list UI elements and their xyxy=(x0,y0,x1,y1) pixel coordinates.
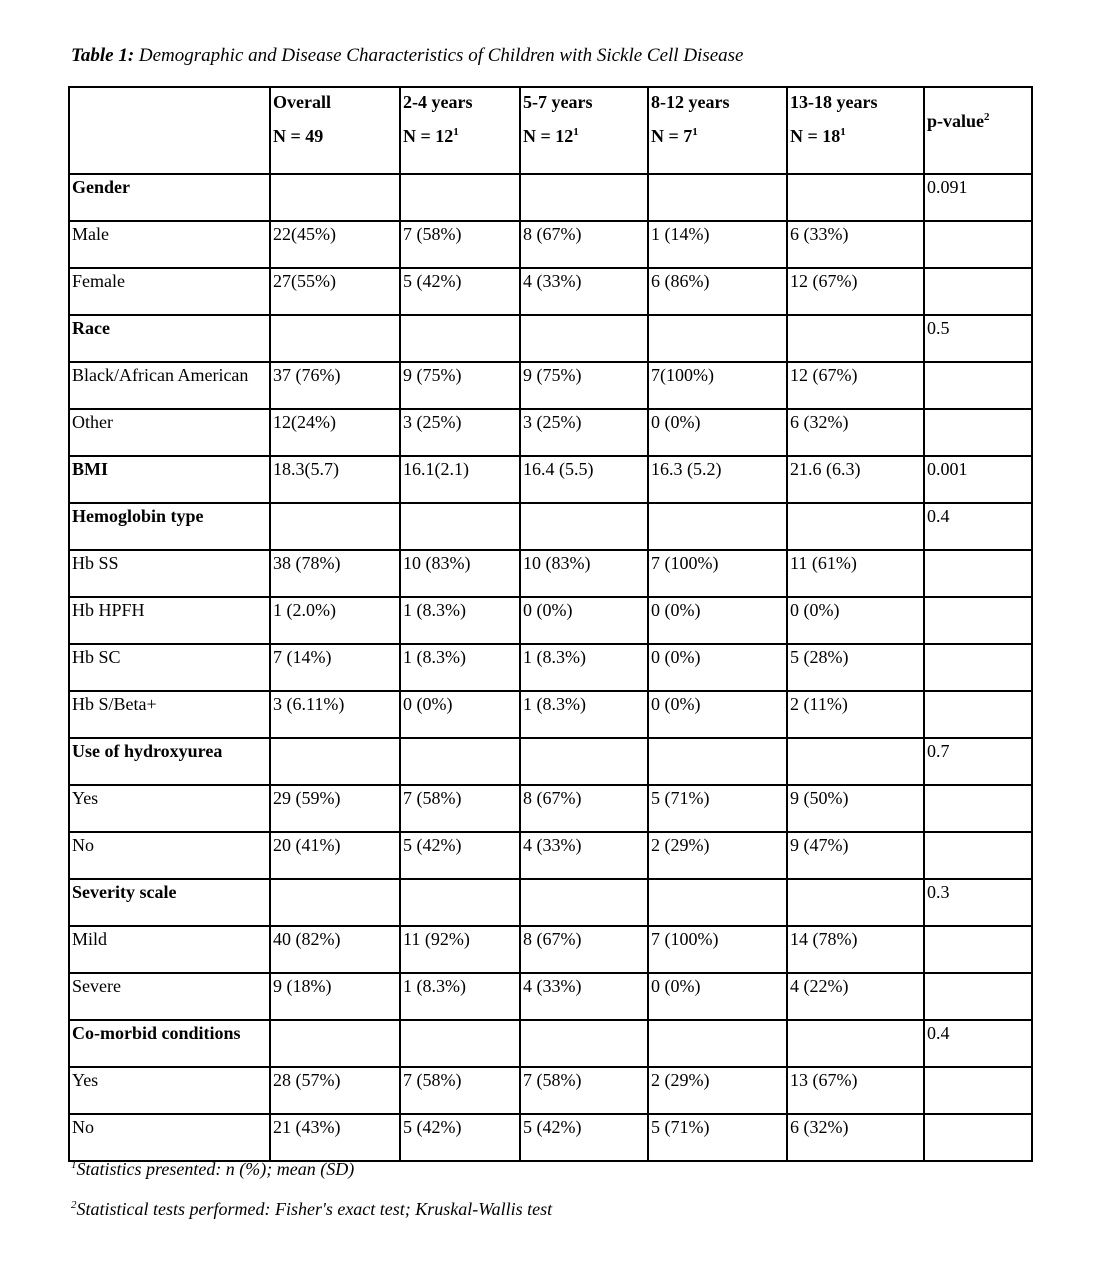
value-cell: 1 (8.3%) xyxy=(400,597,520,644)
pvalue-cell xyxy=(924,785,1032,832)
value-cell: 27(55%) xyxy=(270,268,400,315)
pvalue-cell xyxy=(924,597,1032,644)
table-row xyxy=(69,1020,1032,1067)
pvalue-cell xyxy=(924,1114,1032,1161)
value-cell: 18.3(5.7) xyxy=(270,456,400,503)
value-cell: 5 (42%) xyxy=(400,268,520,315)
footnote-1: $^1$Statistics presented: n (%); mean (SD) xyxy=(71,1159,355,1179)
value-cell: 3 (6.11%) xyxy=(270,691,400,738)
value-cell: 10 (83%) xyxy=(520,550,648,597)
table-row xyxy=(69,644,1032,691)
value-cell xyxy=(648,315,787,362)
value-cell xyxy=(270,503,400,550)
value-cell xyxy=(520,503,648,550)
value-cell xyxy=(520,315,648,362)
table-row xyxy=(69,221,1032,268)
value-cell xyxy=(270,879,400,926)
value-cell: 4 (33%) xyxy=(520,832,648,879)
table-row xyxy=(69,409,1032,456)
value-cell: 6 (33%) xyxy=(787,221,924,268)
row-label: Hb S/Beta+ xyxy=(69,691,270,738)
section-label: Severity scale xyxy=(69,879,270,926)
value-cell: 9 (50%) xyxy=(787,785,924,832)
value-cell: 7 (58%) xyxy=(400,1067,520,1114)
value-cell xyxy=(270,315,400,362)
pvalue-cell: 0.7 xyxy=(924,738,1032,785)
table-row xyxy=(69,315,1032,362)
column-name: 2-4 years xyxy=(403,92,473,112)
value-cell: 3 (25%) xyxy=(520,409,648,456)
table-row xyxy=(69,926,1032,973)
pvalue-cell: 0.091 xyxy=(924,174,1032,221)
value-cell: 5 (42%) xyxy=(400,1114,520,1161)
pvalue-cell xyxy=(924,268,1032,315)
section-label: Gender xyxy=(69,174,270,221)
value-cell: 0 (0%) xyxy=(787,597,924,644)
table-row xyxy=(69,691,1032,738)
header-cell-2-4 xyxy=(400,87,520,174)
value-cell xyxy=(787,174,924,221)
value-cell xyxy=(648,1020,787,1067)
value-cell: 6 (86%) xyxy=(648,268,787,315)
value-cell: 5 (28%) xyxy=(787,644,924,691)
section-label: Hemoglobin type xyxy=(69,503,270,550)
value-cell: 7 (100%) xyxy=(648,550,787,597)
value-cell: 16.4 (5.5) xyxy=(520,456,648,503)
table-row xyxy=(69,174,1032,221)
value-cell: 7(100%) xyxy=(648,362,787,409)
value-cell xyxy=(787,738,924,785)
value-cell: 12(24%) xyxy=(270,409,400,456)
value-cell: 21.6 (6.3) xyxy=(787,456,924,503)
value-cell: 0 (0%) xyxy=(400,691,520,738)
value-cell xyxy=(270,1020,400,1067)
value-cell xyxy=(520,879,648,926)
value-cell: 1 (8.3%) xyxy=(520,644,648,691)
row-label: Yes xyxy=(69,1067,270,1114)
value-cell: 16.3 (5.2) xyxy=(648,456,787,503)
row-label: Other xyxy=(69,409,270,456)
value-cell: 7 (100%) xyxy=(648,926,787,973)
row-label: No xyxy=(69,1114,270,1161)
footnote-2: $^2$Statistical tests performed: Fisher's exact test; Kruskal-Wallis test xyxy=(71,1199,553,1219)
header-cell-empty xyxy=(69,87,270,174)
value-cell: 28 (57%) xyxy=(270,1067,400,1114)
value-cell: 8 (67%) xyxy=(520,221,648,268)
pvalue-cell xyxy=(924,691,1032,738)
value-cell: 0 (0%) xyxy=(648,597,787,644)
value-cell: 4 (33%) xyxy=(520,973,648,1020)
value-cell: 2 (29%) xyxy=(648,1067,787,1114)
value-cell: 13 (67%) xyxy=(787,1067,924,1114)
section-label: BMI xyxy=(69,456,270,503)
value-cell: 9 (18%) xyxy=(270,973,400,1020)
value-cell xyxy=(400,738,520,785)
value-cell xyxy=(787,879,924,926)
table-row xyxy=(69,268,1032,315)
pvalue-cell xyxy=(924,644,1032,691)
table-row xyxy=(69,973,1032,1020)
value-cell: 11 (61%) xyxy=(787,550,924,597)
header-cell-8-12 xyxy=(648,87,787,174)
value-cell xyxy=(270,738,400,785)
pvalue-cell xyxy=(924,221,1032,268)
table-caption-text: Demographic and Disease Characteristics of Children with Sickle Cell Disease xyxy=(134,45,744,66)
value-cell: 16.1(2.1) xyxy=(400,456,520,503)
column-n: $N = 12^1$ xyxy=(403,126,459,146)
value-cell xyxy=(648,174,787,221)
value-cell: 1 (8.3%) xyxy=(400,973,520,1020)
value-cell xyxy=(648,503,787,550)
pvalue-cell: 0.4 xyxy=(924,503,1032,550)
value-cell: 7 (58%) xyxy=(520,1067,648,1114)
value-cell: 9 (75%) xyxy=(400,362,520,409)
header-cell-13-18 xyxy=(787,87,924,174)
table-row xyxy=(69,738,1032,785)
value-cell: 5 (71%) xyxy=(648,1114,787,1161)
column-n: $N = 7^1$ xyxy=(651,126,698,146)
header-cell-overall xyxy=(270,87,400,174)
value-cell: 1 (8.3%) xyxy=(400,644,520,691)
row-label: Female xyxy=(69,268,270,315)
table-row xyxy=(69,1067,1032,1114)
pvalue-cell: 0.4 xyxy=(924,1020,1032,1067)
value-cell xyxy=(400,879,520,926)
value-cell: 11 (92%) xyxy=(400,926,520,973)
pvalue-cell xyxy=(924,926,1032,973)
section-label: Co-morbid conditions xyxy=(69,1020,270,1067)
table-row xyxy=(69,456,1032,503)
value-cell: 0 (0%) xyxy=(520,597,648,644)
pvalue-cell xyxy=(924,550,1032,597)
table-row xyxy=(69,550,1032,597)
table-row xyxy=(69,832,1032,879)
row-label: No xyxy=(69,832,270,879)
column-name: 13-18 years xyxy=(790,92,878,112)
row-label: Hb SS xyxy=(69,550,270,597)
pvalue-cell xyxy=(924,409,1032,456)
row-label: Yes xyxy=(69,785,270,832)
value-cell: 20 (41%) xyxy=(270,832,400,879)
value-cell: 3 (25%) xyxy=(400,409,520,456)
value-cell: 8 (67%) xyxy=(520,926,648,973)
row-label: Male xyxy=(69,221,270,268)
value-cell: 7 (14%) xyxy=(270,644,400,691)
value-cell: 9 (47%) xyxy=(787,832,924,879)
value-cell xyxy=(787,503,924,550)
table-row xyxy=(69,503,1032,550)
column-n: N = 49 xyxy=(273,126,324,146)
value-cell: 40 (82%) xyxy=(270,926,400,973)
value-cell: 21 (43%) xyxy=(270,1114,400,1161)
value-cell: 5 (42%) xyxy=(520,1114,648,1161)
pvalue-header: p-value$^2$ xyxy=(927,111,990,131)
value-cell xyxy=(648,879,787,926)
row-label: Hb HPFH xyxy=(69,597,270,644)
pvalue-cell xyxy=(924,973,1032,1020)
row-label: Mild xyxy=(69,926,270,973)
value-cell xyxy=(400,1020,520,1067)
pvalue-cell xyxy=(924,362,1032,409)
value-cell: 37 (76%) xyxy=(270,362,400,409)
value-cell: 7 (58%) xyxy=(400,221,520,268)
header-cell-pvalue xyxy=(924,87,1032,174)
value-cell: 10 (83%) xyxy=(400,550,520,597)
pvalue-cell: 0.5 xyxy=(924,315,1032,362)
value-cell xyxy=(400,315,520,362)
value-cell: 12 (67%) xyxy=(787,268,924,315)
value-cell: 1 (14%) xyxy=(648,221,787,268)
value-cell: 5 (42%) xyxy=(400,832,520,879)
value-cell xyxy=(520,1020,648,1067)
table-row xyxy=(69,879,1032,926)
value-cell: 2 (29%) xyxy=(648,832,787,879)
value-cell xyxy=(520,174,648,221)
header-row xyxy=(69,87,1032,174)
column-n: $N = 12^1$ xyxy=(523,126,579,146)
value-cell: 1 (8.3%) xyxy=(520,691,648,738)
value-cell: 14 (78%) xyxy=(787,926,924,973)
value-cell: 8 (67%) xyxy=(520,785,648,832)
value-cell: 2 (11%) xyxy=(787,691,924,738)
value-cell xyxy=(787,315,924,362)
row-label: Black/African American xyxy=(69,362,270,409)
table-row xyxy=(69,362,1032,409)
value-cell: 12 (67%) xyxy=(787,362,924,409)
value-cell: 9 (75%) xyxy=(520,362,648,409)
value-cell: 0 (0%) xyxy=(648,691,787,738)
pvalue-cell xyxy=(924,1067,1032,1114)
header-cell-5-7 xyxy=(520,87,648,174)
row-label: Hb SC xyxy=(69,644,270,691)
value-cell: 0 (0%) xyxy=(648,409,787,456)
table-row xyxy=(69,785,1032,832)
table-caption xyxy=(71,45,744,67)
value-cell: 0 (0%) xyxy=(648,973,787,1020)
value-cell: 4 (33%) xyxy=(520,268,648,315)
characteristics-table xyxy=(68,86,1033,1162)
value-cell: 6 (32%) xyxy=(787,409,924,456)
column-name: 8-12 years xyxy=(651,92,730,112)
section-label: Race xyxy=(69,315,270,362)
value-cell: 7 (58%) xyxy=(400,785,520,832)
section-label: Use of hydroxyurea xyxy=(69,738,270,785)
value-cell: 0 (0%) xyxy=(648,644,787,691)
column-n: $N = 18^1$ xyxy=(790,126,846,146)
table-caption-label: Table 1: xyxy=(71,45,135,66)
table-row xyxy=(69,597,1032,644)
value-cell xyxy=(270,174,400,221)
value-cell: 6 (32%) xyxy=(787,1114,924,1161)
value-cell: 5 (71%) xyxy=(648,785,787,832)
row-label: Severe xyxy=(69,973,270,1020)
value-cell: 38 (78%) xyxy=(270,550,400,597)
value-cell: 22(45%) xyxy=(270,221,400,268)
pvalue-cell xyxy=(924,832,1032,879)
table-body xyxy=(69,87,1032,1161)
value-cell xyxy=(400,174,520,221)
value-cell: 4 (22%) xyxy=(787,973,924,1020)
value-cell xyxy=(787,1020,924,1067)
column-name: Overall xyxy=(273,92,331,112)
value-cell xyxy=(400,503,520,550)
value-cell: 29 (59%) xyxy=(270,785,400,832)
value-cell xyxy=(648,738,787,785)
column-name: 5-7 years xyxy=(523,92,593,112)
pvalue-cell: 0.001 xyxy=(924,456,1032,503)
value-cell: 1 (2.0%) xyxy=(270,597,400,644)
pvalue-cell: 0.3 xyxy=(924,879,1032,926)
value-cell xyxy=(520,738,648,785)
table-row xyxy=(69,1114,1032,1161)
